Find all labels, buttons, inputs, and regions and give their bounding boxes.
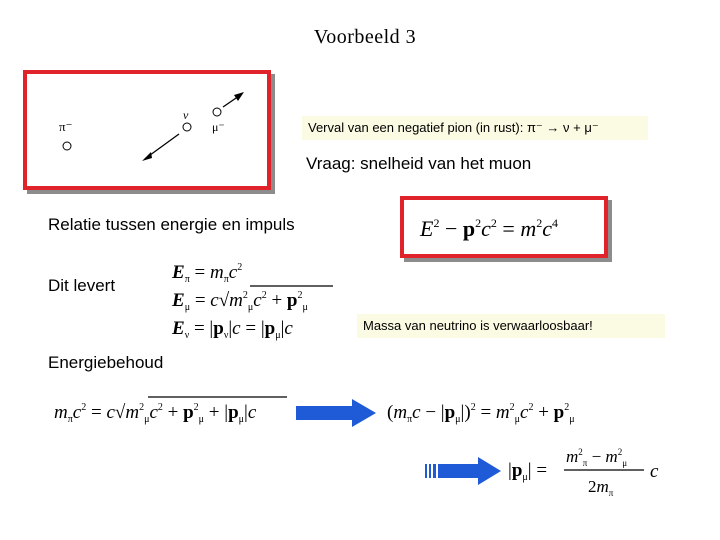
svg-text:m2π − m2μ: $m^2_\pi - m^2_\mu$ (566, 447, 628, 468)
muon-arrowhead (234, 92, 244, 101)
slide-title: Voorbeeld 3 (313, 26, 417, 48)
relation-label: Relatie tussen energie en impuls (48, 215, 295, 234)
svg-text:Eπ = mπc2: $E_\pi = m_\pi c^2$ (172, 262, 243, 285)
energy-equations (170, 256, 350, 346)
neutrino-arrowhead (142, 152, 152, 161)
muon-label: μ⁻ (212, 120, 225, 134)
decay-caption: Verval van een negatief pion (in rust): π⁻ → ν + μ⁻ (302, 116, 648, 140)
svg-text:Eμ = c√m2μc2 + p2μ: $E_\mu = c√m^2_\mu c^2 + p^2_\mu$ (172, 290, 308, 313)
energy-momentum-equation (404, 200, 604, 254)
muon-momentum-result (508, 440, 668, 500)
svg-text:2mπ: $2m_\pi$ (588, 477, 614, 498)
svg-text:mπc2 = c√m2μc2 + p2μ + |pμ|c: $m_\pi c^2 = c√m^2_\mu c^2 + p^2_\mu + |p_\mu|c$ (54, 402, 257, 425)
svg-text:Eν = |pν|c = |pμ|c: $E_\nu = |p_\nu|c = |p_\mu|c$ (172, 318, 293, 341)
neutrino-particle (183, 123, 191, 131)
energy-momentum-formula (400, 196, 608, 258)
squared-equation (385, 392, 625, 432)
right-arrow-icon (425, 456, 503, 486)
pion-label: π⁻ (59, 119, 73, 134)
svg-text:E2 − p2c2 = m2c4: $E^2 - p^2c^2 = m^2c^4$ (420, 216, 558, 241)
neutrino-label: ν (183, 108, 189, 122)
right-arrow-icon (296, 398, 378, 428)
decay-diagram (23, 70, 271, 190)
decay-diagram-drawing (27, 74, 267, 186)
question-text: Vraag: snelheid van het muon (306, 154, 532, 173)
neutrino-mass-note: Massa van neutrino is verwaarloosbaar! (357, 314, 665, 338)
svg-text:c: c (650, 461, 659, 482)
svg-text:(mπc − |pμ|)2 = m2μc2 + p2μ: $(m_\pi c - |p_\mu|)^2 = m^2_\mu c^2 + p^2_\mu$ (387, 402, 575, 425)
muon-particle (213, 108, 221, 116)
energy-conservation-label: Energiebehoud (48, 353, 164, 372)
yields-label: Dit levert (48, 276, 116, 295)
svg-text:|pμ| =: $|p_\mu|$ = (508, 460, 548, 483)
pion-particle (63, 142, 71, 150)
